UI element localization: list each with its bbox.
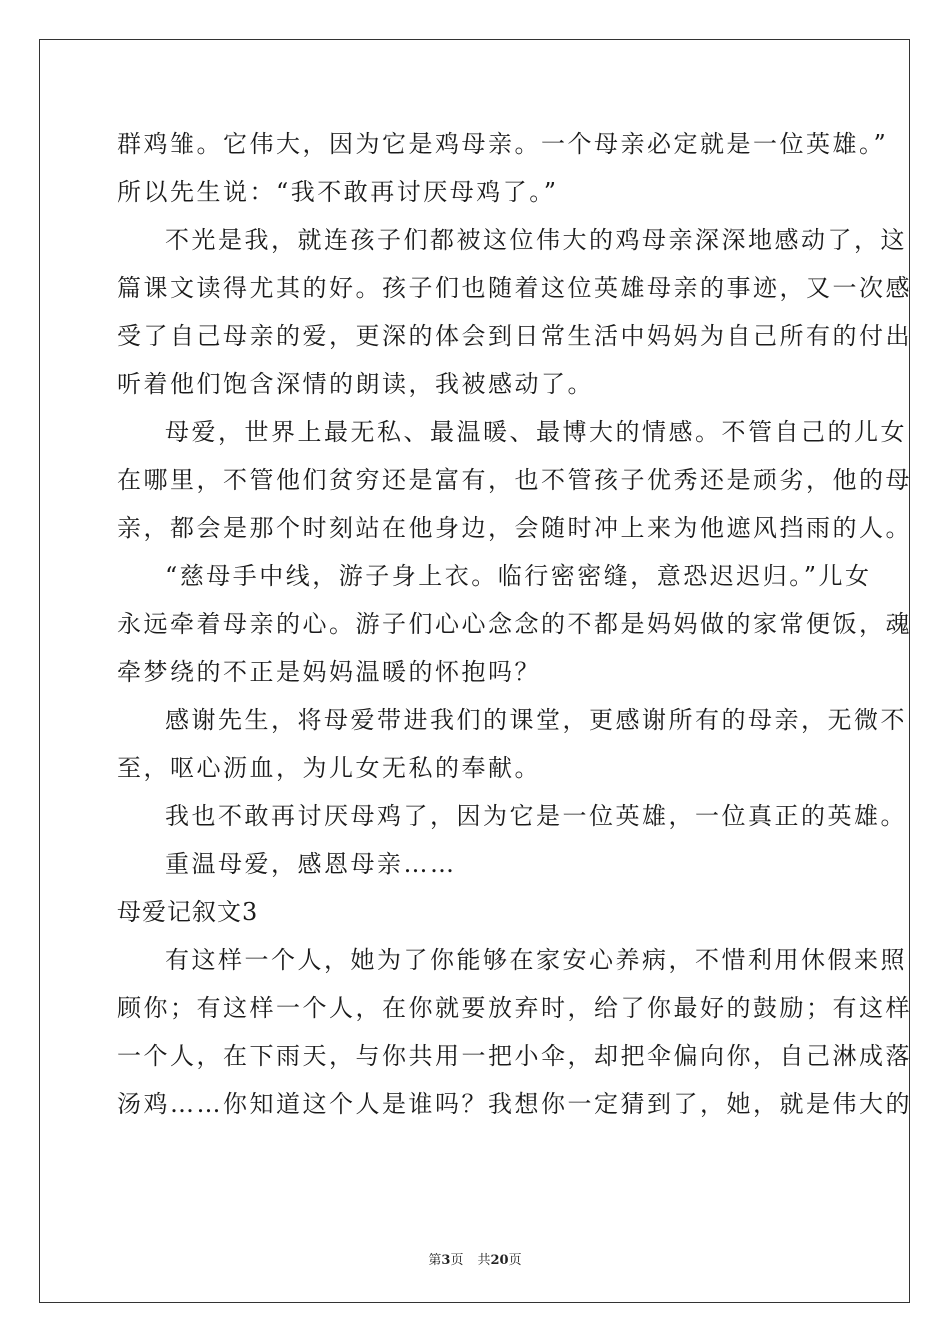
text-line: 至，呕心沥血，为儿女无私的奉献。: [117, 754, 541, 782]
text-line: 所以先生说：“我不敢再讨厌母鸡了。”: [117, 178, 559, 206]
text-line: 听着他们饱含深情的朗读，我被感动了。: [117, 370, 594, 398]
paragraph-first-line: 我也不敢再讨厌母鸡了，因为它是一位英雄，一位真正的英雄。: [165, 802, 907, 830]
text-line: 牵梦绕的不正是妈妈温暖的怀抱吗？: [117, 658, 541, 686]
paragraph-first-line: 有这样一个人，她为了你能够在家安心养病，不惜利用休假来照: [165, 946, 907, 974]
paragraph-first-line: 母爱，世界上最无私、最温暖、最博大的情感。不管自己的儿女: [165, 418, 907, 446]
text-line: 顾你；有这样一个人，在你就要放弃时，给了你最好的鼓励；有这样: [117, 994, 912, 1022]
text-line: 永远牵着母亲的心。游子们心心念念的不都是妈妈做的家常便饭，魂: [117, 610, 912, 638]
section-heading: 母爱记叙文3: [117, 898, 259, 926]
text-line: 一个人，在下雨天，与你共用一把小伞，却把伞偏向你，自己淋成落: [117, 1042, 912, 1070]
paragraph-first-line: 不光是我，就连孩子们都被这位伟大的鸡母亲深深地感动了，这: [165, 226, 907, 254]
text-line: 群鸡雏。它伟大，因为它是鸡母亲。一个母亲必定就是一位英雄。”: [117, 130, 889, 158]
page-suffix: 页: [450, 1253, 464, 1268]
page-prefix: 第: [428, 1253, 442, 1268]
text-line: 篇课文读得尤其的好。孩子们也随着这位英雄母亲的事迹，又一次感: [117, 274, 912, 302]
total-prefix: 共: [477, 1253, 491, 1268]
total-pages: 20: [490, 1253, 509, 1268]
document-body: [117, 126, 912, 1134]
text-line: 受了自己母亲的爱，更深的体会到日常生活中妈妈为自己所有的付出: [117, 322, 912, 350]
page-number: 3: [441, 1253, 451, 1268]
paragraph-first-line: 感谢先生，将母爱带进我们的课堂，更感谢所有的母亲，无微不: [165, 706, 907, 734]
paragraph-first-line: “慈母手中线，游子身上衣。临行密密缝，意恐迟迟归。”儿女: [165, 562, 872, 590]
page-footer: [0, 1249, 950, 1268]
text-line: 汤鸡……你知道这个人是谁吗？我想你一定猜到了，她，就是伟大的: [117, 1090, 912, 1118]
total-suffix: 页: [508, 1253, 522, 1268]
text-line: 亲，都会是那个时刻站在他身边，会随时冲上来为他遮风挡雨的人。: [117, 514, 912, 542]
text-line: 在哪里，不管他们贫穷还是富有，也不管孩子优秀还是顽劣，他的母: [117, 466, 912, 494]
paragraph-first-line: 重温母爱，感恩母亲……: [165, 850, 457, 878]
